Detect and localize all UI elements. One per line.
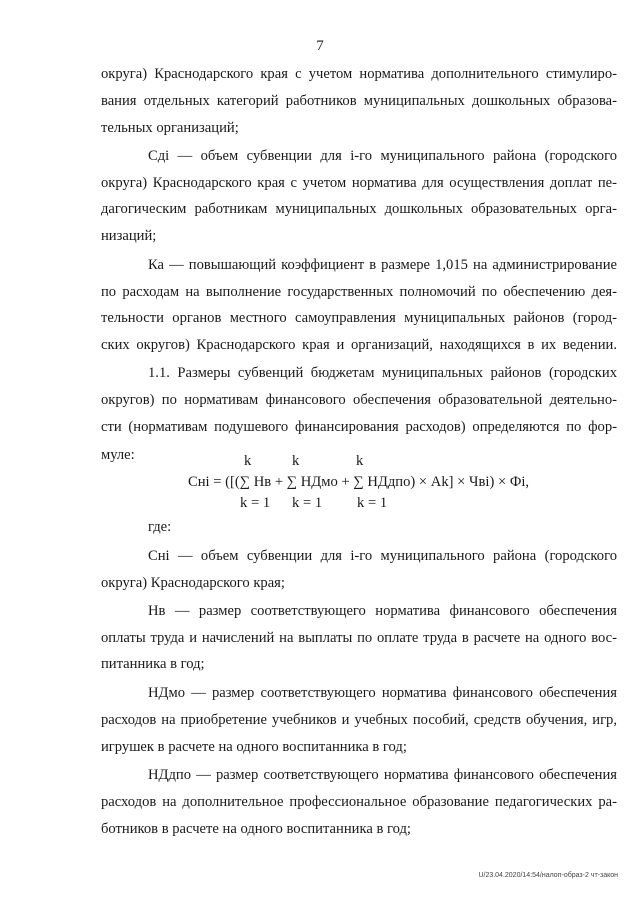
page-number: 7 <box>316 38 324 54</box>
text-line: сти (нормативам подушевого финансирования расходов) определяются по фор- <box>101 419 617 435</box>
formula-upper-limit: k <box>292 453 300 469</box>
text-line: дагогическим работникам муниципальных дошкольных образовательных орга- <box>101 201 617 217</box>
formula-upper-limit: k <box>244 453 252 469</box>
footer-stamp: U/23.04.2020/14:54/налоп-образ-2 чт-закон <box>478 872 618 879</box>
text-line: Снi — объем субвенции для i-го муниципального района (городского <box>148 548 617 564</box>
text-line: расходов на дополнительное профессиональное образование педагогических ра- <box>101 794 617 810</box>
text-line: питанника в год; <box>101 656 205 672</box>
formula-lower-limit: k = 1 <box>240 495 271 511</box>
text-line: Нв — размер соответствующего норматива финансового обеспечения <box>148 603 617 619</box>
text-line: низаций; <box>101 228 157 244</box>
text-line: вания отдельных категорий работников муниципальных дошкольных образова- <box>101 93 617 109</box>
formula-upper-limit: k <box>356 453 364 469</box>
text-line: по расходам на выполнение государственных полномочий по обеспечению дея- <box>101 284 617 300</box>
text-line: ских округов) Краснодарского края и организаций, находящихся в их ведении. <box>101 337 617 353</box>
text-line: НДмо — размер соответствующего норматива финансового обеспечения <box>148 685 617 701</box>
formula-lower-limit: k = 1 <box>357 495 388 511</box>
text-line: округа) Краснодарского края с учетом норматива для осуществления доплат пе- <box>101 175 617 191</box>
text-line: ботников в расчете на одного воспитанника в год; <box>101 821 411 837</box>
text-line: тельности органов местного самоуправления муниципальных районов (город- <box>101 310 617 326</box>
text-line: оплаты труда и начислений на выплаты по оплате труда в расчете на одного вос- <box>101 630 617 646</box>
text-line: где: <box>148 519 172 535</box>
text-line: игрушек в расчете на одного воспитанника в год; <box>101 739 407 755</box>
text-line: округа) Краснодарского края с учетом норматива дополнительного стимулиро- <box>101 66 617 82</box>
text-line: тельных организаций; <box>101 120 239 136</box>
formula-lower-limit: k = 1 <box>292 495 323 511</box>
text-line: Ка — повышающий коэффициент в размере 1,015 на администрирование <box>148 257 617 273</box>
formula-main: Снi = ([(∑ Нв + ∑ НДмо + ∑ НДдпо) × Аk] × Чвi) × Фi, <box>188 474 530 490</box>
text-line: муле: <box>101 447 135 463</box>
text-line: округа) Краснодарского края; <box>101 575 285 591</box>
text-line: Сдi — объем субвенции для i-го муниципального района (городского <box>148 148 617 164</box>
text-line: расходов на приобретение учебников и учебных пособий, средств обучения, игр, <box>101 712 617 728</box>
text-line: НДдпо — размер соответствующего норматива финансового обеспечения <box>148 767 617 783</box>
text-line: округов) по нормативам финансового обеспечения образовательной деятельно- <box>101 392 617 408</box>
text-line: 1.1. Размеры субвенций бюджетам муниципальных районов (городских <box>148 365 617 381</box>
